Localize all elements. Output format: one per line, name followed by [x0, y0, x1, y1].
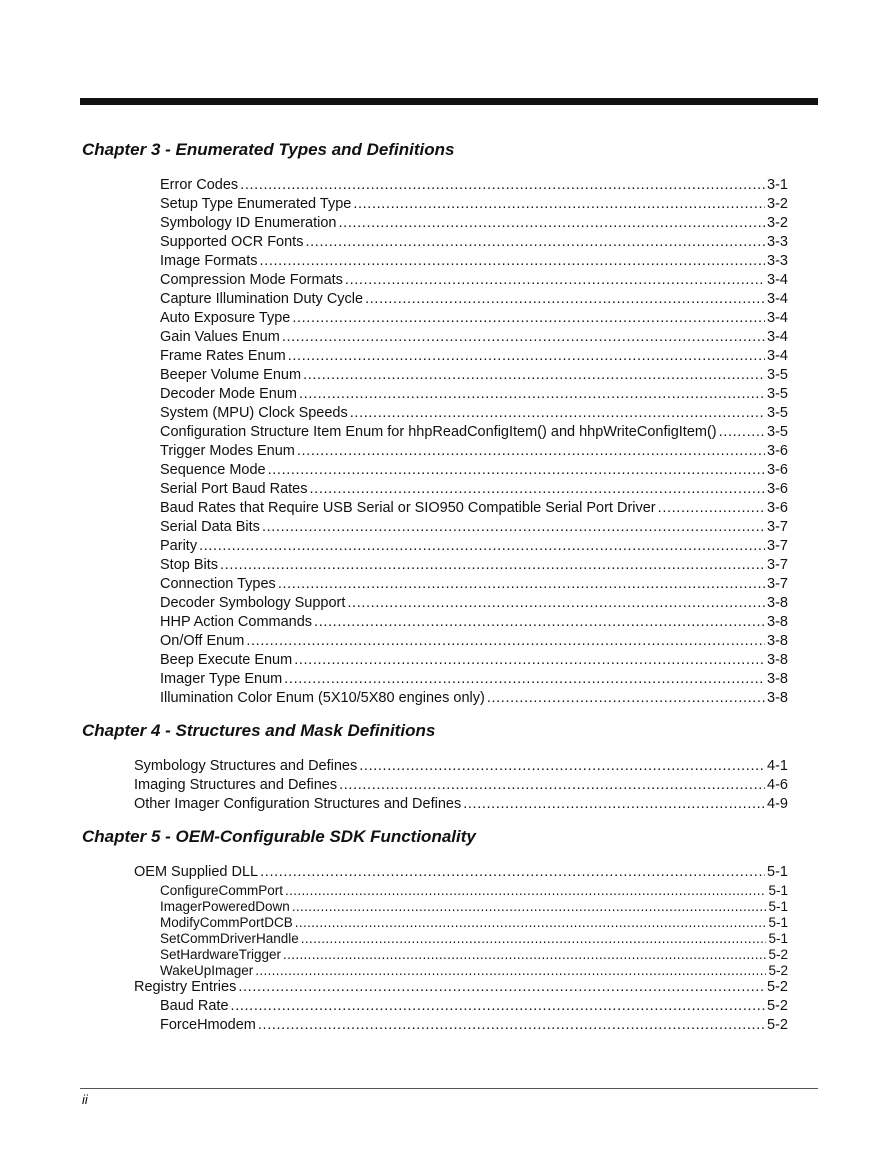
toc-entry[interactable] — [160, 385, 788, 404]
dot-leader — [719, 423, 765, 442]
toc-entry-page: 3-3 — [767, 234, 788, 250]
dot-leader — [305, 233, 765, 252]
toc-entry-title: Imaging Structures and Defines — [134, 777, 338, 793]
toc-entry-title: ConfigureCommPort — [160, 883, 284, 898]
toc-entry[interactable] — [160, 271, 788, 290]
toc-entry-page: 3-4 — [767, 310, 788, 326]
toc-entry[interactable] — [160, 613, 788, 632]
dot-leader — [284, 670, 765, 689]
toc-entry[interactable] — [134, 776, 788, 795]
toc-entry-title: System (MPU) Clock Speeds — [160, 405, 348, 421]
dot-leader — [288, 347, 765, 366]
toc-entry-page: 4-6 — [767, 777, 788, 793]
toc-entry[interactable] — [160, 233, 788, 252]
toc-entry-title: ForceHmodem — [160, 1017, 256, 1033]
toc-entry-title: Configuration Structure Item Enum for hhpReadConfigItem() and hhpWriteConfigItem() — [160, 424, 717, 440]
toc-entry[interactable] — [160, 651, 788, 670]
toc-entry[interactable] — [160, 195, 788, 214]
toc-entry[interactable] — [160, 915, 788, 931]
toc-entry[interactable] — [160, 537, 788, 556]
toc-entry-page: 3-5 — [767, 405, 788, 421]
toc-entry-title: HHP Action Commands — [160, 614, 313, 630]
toc-entry-title: Compression Mode Formats — [160, 272, 343, 288]
toc-entry-title: Serial Data Bits — [160, 519, 260, 535]
toc-entry-title: Sequence Mode — [160, 462, 266, 478]
toc-entry[interactable] — [160, 214, 788, 233]
toc-entry-title: Parity — [160, 538, 198, 554]
dot-leader — [310, 480, 766, 499]
dot-leader — [278, 575, 765, 594]
toc-entry[interactable] — [160, 461, 788, 480]
dot-leader — [282, 328, 765, 347]
toc-entry-page: 5-2 — [767, 1017, 788, 1033]
toc-entry-page: 3-8 — [767, 595, 788, 611]
footer-rule — [80, 1088, 818, 1089]
dot-leader — [294, 651, 765, 670]
toc-entry-title: Symbology Structures and Defines — [134, 758, 358, 774]
toc-entry[interactable] — [160, 899, 788, 915]
toc-entry-page: 3-5 — [767, 386, 788, 402]
toc-entry-title: Baud Rates that Require USB Serial or SIO950 Compatible Serial Port Driver — [160, 500, 656, 516]
toc-entry-title: Stop Bits — [160, 557, 219, 573]
dot-leader — [301, 931, 767, 947]
dot-leader — [350, 404, 765, 423]
toc-entry-page: 3-7 — [767, 576, 788, 592]
toc-entry-title: Decoder Mode Enum — [160, 386, 298, 402]
toc-entry-title: SetHardwareTrigger — [160, 947, 282, 962]
toc-entry-title: Supported OCR Fonts — [160, 234, 304, 250]
toc-entry[interactable] — [160, 366, 788, 385]
toc-entry-title: ImagerPoweredDown — [160, 899, 290, 914]
toc-entry-page: 5-1 — [768, 915, 788, 930]
toc-entry[interactable] — [160, 309, 788, 328]
toc-entry-page: 3-2 — [767, 215, 788, 231]
page-number: ii — [82, 1092, 88, 1107]
dot-leader — [487, 689, 765, 708]
toc-entry-title: Frame Rates Enum — [160, 348, 286, 364]
dot-leader — [347, 594, 765, 613]
toc-entry-page: 5-2 — [768, 947, 788, 962]
dot-leader — [303, 366, 765, 385]
toc-entry-page: 3-8 — [767, 652, 788, 668]
toc-entry-title: Error Codes — [160, 177, 239, 193]
toc-entry-page: 3-4 — [767, 329, 788, 345]
toc-entry-title: Serial Port Baud Rates — [160, 481, 308, 497]
toc-entry[interactable] — [160, 632, 788, 651]
toc-entry[interactable] — [160, 176, 788, 195]
toc-entry-title: Beeper Volume Enum — [160, 367, 302, 383]
dot-leader — [299, 385, 765, 404]
toc-entry-page: 3-3 — [767, 253, 788, 269]
toc-entry-page: 5-1 — [767, 864, 788, 880]
toc-entry-title: On/Off Enum — [160, 633, 245, 649]
dot-leader — [297, 442, 765, 461]
toc-entry-title: WakeUpImager — [160, 963, 254, 978]
toc-entry[interactable] — [160, 347, 788, 366]
dot-leader — [339, 776, 765, 795]
dot-leader — [292, 899, 767, 915]
toc-entry-title: SetCommDriverHandle — [160, 931, 299, 946]
toc-entry[interactable] — [160, 689, 788, 708]
toc-entry-page: 5-2 — [768, 963, 788, 978]
toc-entry-title: Baud Rate — [160, 998, 229, 1014]
toc-entry[interactable] — [160, 947, 788, 963]
toc-entry[interactable] — [160, 963, 788, 979]
toc-entry-page: 3-6 — [767, 500, 788, 516]
dot-leader — [246, 632, 765, 651]
dot-leader — [260, 863, 765, 882]
toc-entry[interactable] — [134, 863, 788, 882]
toc-entry-title: Registry Entries — [134, 979, 237, 995]
header-rule — [80, 98, 818, 105]
toc-entry-page: 4-1 — [767, 758, 788, 774]
toc-entry-title: Auto Exposure Type — [160, 310, 291, 326]
dot-leader — [365, 290, 765, 309]
dot-leader — [283, 947, 766, 963]
chapter-4-heading: Chapter 4 - Structures and Mask Definitions — [82, 721, 436, 740]
dot-leader — [292, 309, 765, 328]
toc-entry-page: 5-1 — [768, 883, 788, 898]
toc-entry-title: Connection Types — [160, 576, 276, 592]
toc-entry-page: 3-5 — [767, 367, 788, 383]
toc-entry[interactable] — [160, 252, 788, 271]
toc-entry[interactable] — [160, 997, 788, 1016]
dot-leader — [220, 556, 765, 575]
dot-leader — [258, 1016, 765, 1035]
toc-entry[interactable] — [160, 442, 788, 461]
toc-entry-page: 4-9 — [767, 796, 788, 812]
toc-entry-page: 5-1 — [768, 899, 788, 914]
toc-entry[interactable] — [160, 404, 788, 423]
dot-leader — [231, 997, 766, 1016]
toc-entry-page: 5-1 — [768, 931, 788, 946]
dot-leader — [295, 915, 767, 931]
toc-entry[interactable] — [160, 931, 788, 947]
toc-entry-page: 3-8 — [767, 633, 788, 649]
toc-entry-page: 5-2 — [767, 979, 788, 995]
toc-entry-title: Setup Type Enumerated Type — [160, 196, 352, 212]
toc-entry[interactable] — [160, 556, 788, 575]
toc-entry[interactable] — [160, 518, 788, 537]
toc-entry[interactable] — [160, 423, 788, 442]
dot-leader — [240, 176, 765, 195]
toc-entry-page: 3-4 — [767, 272, 788, 288]
dot-leader — [353, 195, 765, 214]
toc-entry-page: 3-8 — [767, 690, 788, 706]
toc-entry[interactable] — [160, 480, 788, 499]
toc-entry[interactable] — [134, 795, 788, 814]
toc-entry-page: 3-7 — [767, 557, 788, 573]
toc-entry-title: Symbology ID Enumeration — [160, 215, 337, 231]
dot-leader — [463, 795, 765, 814]
toc-entry-title: Decoder Symbology Support — [160, 595, 346, 611]
toc-entry-page: 3-4 — [767, 348, 788, 364]
toc-entry[interactable] — [160, 670, 788, 689]
dot-leader — [262, 518, 765, 537]
dot-leader — [255, 963, 766, 979]
toc-entry[interactable] — [160, 499, 788, 518]
toc-entry-page: 3-6 — [767, 462, 788, 478]
toc-entry-title: ModifyCommPortDCB — [160, 915, 293, 930]
toc-entry-page: 3-2 — [767, 196, 788, 212]
toc-entry-page: 3-7 — [767, 519, 788, 535]
dot-leader — [268, 461, 765, 480]
dot-leader — [359, 757, 765, 776]
toc-entry[interactable] — [160, 883, 788, 899]
toc-entry[interactable] — [134, 978, 788, 997]
toc-entry-page: 3-5 — [767, 424, 788, 440]
toc-entry-page: 3-7 — [767, 538, 788, 554]
toc-entry[interactable] — [160, 1016, 788, 1035]
toc-entry-title: OEM Supplied DLL — [134, 864, 259, 880]
dot-leader — [260, 252, 766, 271]
dot-leader — [314, 613, 765, 632]
toc-entry[interactable] — [160, 575, 788, 594]
toc-entry-title: Capture Illumination Duty Cycle — [160, 291, 364, 307]
chapter-5-heading: Chapter 5 - OEM-Configurable SDK Functionality — [82, 827, 476, 846]
toc-entry-title: Other Imager Configuration Structures and Defines — [134, 796, 462, 812]
toc-entry-page: 3-6 — [767, 443, 788, 459]
toc-entry-title: Gain Values Enum — [160, 329, 280, 345]
toc-entry[interactable] — [160, 290, 788, 309]
dot-leader — [345, 271, 765, 290]
toc-entry-title: Imager Type Enum — [160, 671, 283, 687]
toc-entry-page: 3-8 — [767, 614, 788, 630]
dot-leader — [658, 499, 765, 518]
toc-entry-page: 3-1 — [767, 177, 788, 193]
toc-entry-page: 5-2 — [767, 998, 788, 1014]
dot-leader — [285, 883, 766, 899]
toc-entry-title: Beep Execute Enum — [160, 652, 293, 668]
toc-entry-page: 3-6 — [767, 481, 788, 497]
toc-entry-title: Trigger Modes Enum — [160, 443, 295, 459]
dot-leader — [339, 214, 766, 233]
dot-leader — [238, 978, 765, 997]
toc-entry-title: Illumination Color Enum (5X10/5X80 engines only) — [160, 690, 485, 706]
toc-entry[interactable] — [160, 594, 788, 613]
toc-entry[interactable] — [134, 757, 788, 776]
dot-leader — [199, 537, 765, 556]
toc-entry[interactable] — [160, 328, 788, 347]
toc-entry-title: Image Formats — [160, 253, 258, 269]
toc-entry-page: 3-8 — [767, 671, 788, 687]
toc-entry-page: 3-4 — [767, 291, 788, 307]
chapter-3-heading: Chapter 3 - Enumerated Types and Definitions — [82, 140, 455, 159]
